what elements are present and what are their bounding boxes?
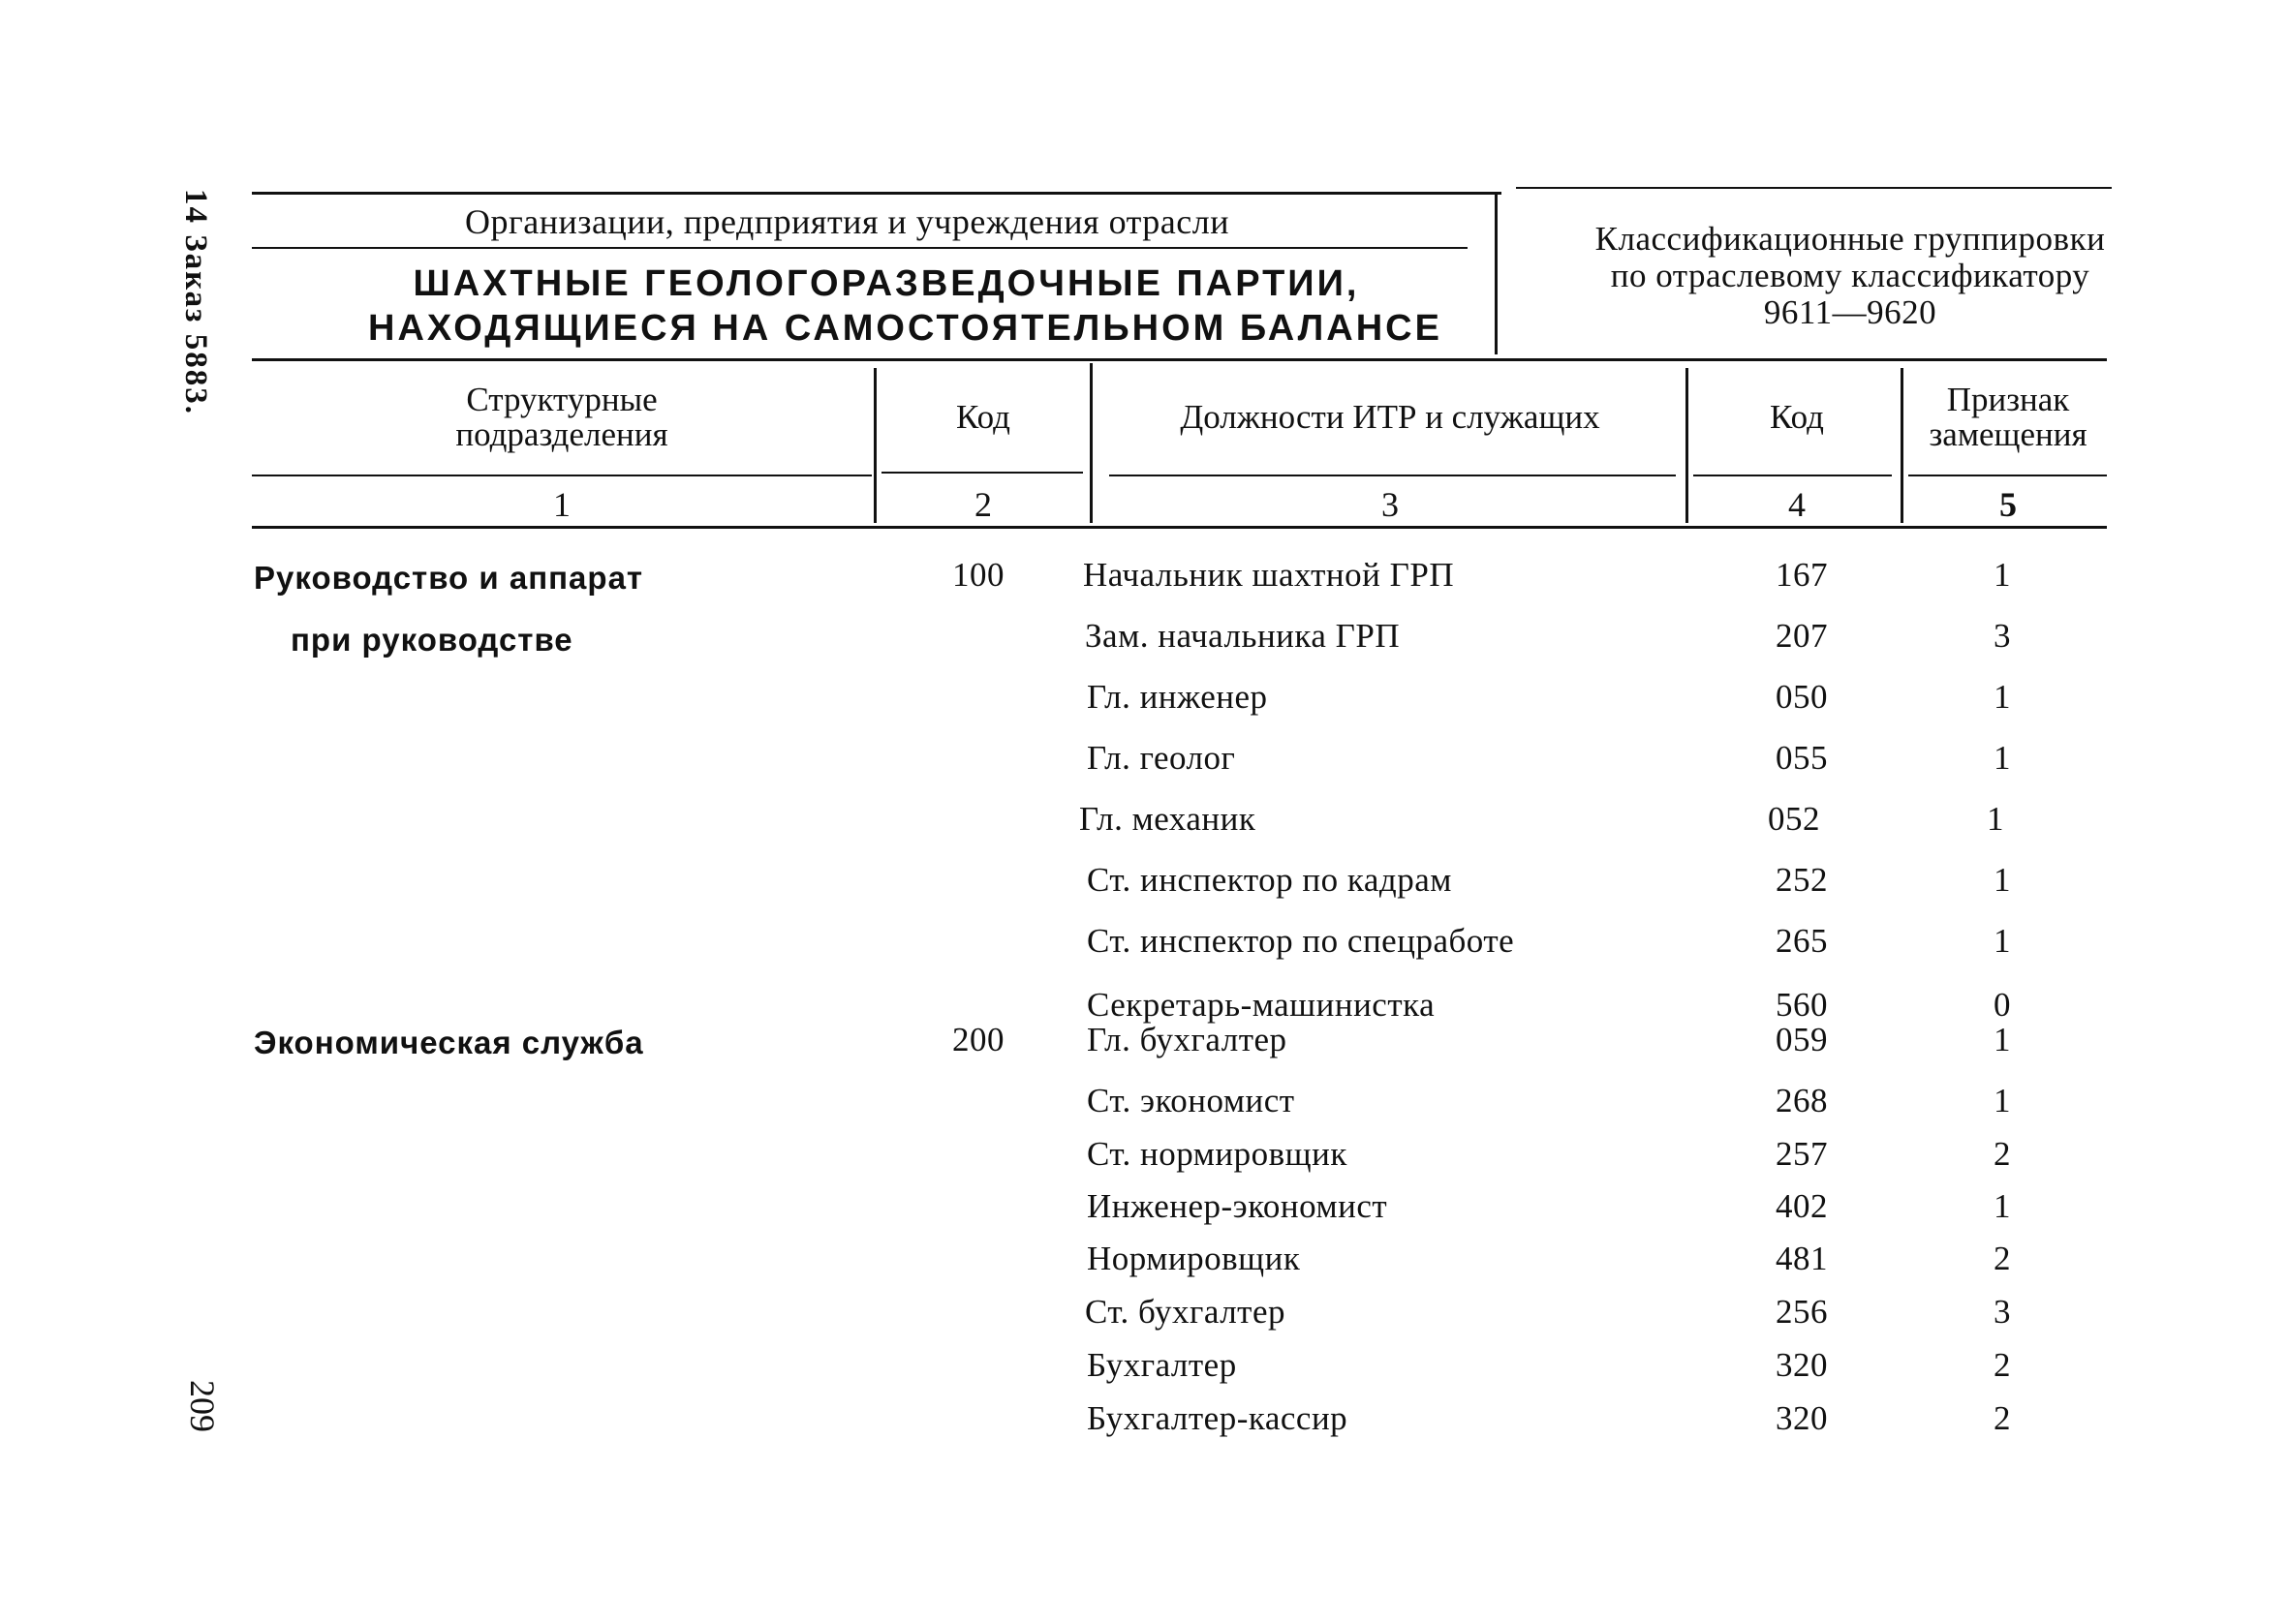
col-heading-replacement-sign bbox=[1906, 383, 2110, 452]
row-code: 265 bbox=[1776, 922, 1828, 960]
row-sign: 1 bbox=[1994, 1082, 2011, 1119]
section-name-management-line-2: при руководстве bbox=[291, 622, 573, 658]
row-position: Секретарь-машинистка bbox=[1087, 986, 1436, 1024]
section-code-management: 100 bbox=[952, 556, 1005, 594]
colhead-rule-3 bbox=[1109, 475, 1676, 476]
row-position: Ст. инспектор по кадрам bbox=[1087, 861, 1452, 899]
row-sign: 3 bbox=[1994, 1293, 2011, 1331]
section-name-economic: Экономическая служба bbox=[254, 1025, 644, 1060]
row-code: 252 bbox=[1776, 861, 1828, 899]
header-bottom-rule bbox=[252, 358, 2107, 361]
row-position: Начальник шахтной ГРП bbox=[1083, 556, 1455, 594]
header-divider bbox=[1495, 192, 1498, 354]
col-heading-5-line-1: Признак bbox=[1946, 381, 2070, 418]
col-number-2: 2 bbox=[974, 485, 992, 524]
row-position: Бухгалтер bbox=[1087, 1346, 1237, 1384]
row-position: Бухгалтер-кассир bbox=[1087, 1399, 1348, 1437]
col-number-5: 5 bbox=[1999, 485, 2017, 524]
row-code: 320 bbox=[1776, 1399, 1828, 1437]
col-divider-4 bbox=[1901, 368, 1903, 523]
row-position: Ст. экономист bbox=[1087, 1082, 1295, 1119]
row-sign: 0 bbox=[1994, 986, 2011, 1024]
row-code: 052 bbox=[1768, 800, 1820, 838]
row-sign: 2 bbox=[1994, 1135, 2011, 1173]
col-heading-1-line-1: Структурные bbox=[466, 381, 658, 418]
row-code: 055 bbox=[1776, 739, 1828, 777]
row-code: 167 bbox=[1776, 556, 1828, 594]
row-sign: 1 bbox=[1994, 739, 2011, 777]
colhead-rule-4 bbox=[1693, 475, 1892, 476]
header-top-rule-right bbox=[1516, 187, 2112, 189]
row-sign: 2 bbox=[1994, 1399, 2011, 1437]
row-position: Гл. механик bbox=[1079, 800, 1256, 838]
row-sign: 2 bbox=[1994, 1346, 2011, 1384]
col-divider-3 bbox=[1685, 368, 1688, 523]
row-position: Нормировщик bbox=[1087, 1240, 1301, 1277]
classifier-line-1: Классификационные группировки bbox=[1594, 220, 2106, 258]
col-number-1: 1 bbox=[553, 485, 571, 524]
row-sign: 3 bbox=[1994, 617, 2011, 655]
row-code: 268 bbox=[1776, 1082, 1828, 1119]
row-position: Ст. нормировщик bbox=[1087, 1135, 1347, 1173]
col-number-4: 4 bbox=[1788, 485, 1806, 524]
row-position: Гл. инженер bbox=[1087, 678, 1268, 716]
row-code: 257 bbox=[1776, 1135, 1828, 1173]
row-sign: 2 bbox=[1994, 1240, 2011, 1277]
col-heading-code-2: Код bbox=[956, 398, 1010, 436]
row-sign: 1 bbox=[1987, 800, 2004, 838]
row-code: 560 bbox=[1776, 986, 1828, 1024]
row-position: Инженер-экономист bbox=[1087, 1187, 1388, 1225]
row-code: 207 bbox=[1776, 617, 1828, 655]
col-heading-5-line-2: замещения bbox=[1929, 415, 2087, 453]
row-position: Гл. бухгалтер bbox=[1087, 1021, 1287, 1058]
row-sign: 1 bbox=[1994, 556, 2011, 594]
classifier-line-3: 9611—9620 bbox=[1763, 293, 1937, 331]
colhead-rule-2 bbox=[881, 472, 1083, 474]
column-numbers-rule bbox=[252, 526, 2107, 529]
row-code: 256 bbox=[1776, 1293, 1828, 1331]
org-caption: Организации, предприятия и учреждения отрасли bbox=[465, 202, 1229, 241]
row-sign: 1 bbox=[1994, 1021, 2011, 1058]
col-heading-code-4: Код bbox=[1770, 398, 1824, 436]
row-sign: 1 bbox=[1994, 678, 2011, 716]
col-heading-structural-units bbox=[262, 383, 862, 452]
row-position: Гл. геолог bbox=[1087, 739, 1236, 777]
page-number: 209 bbox=[183, 1380, 222, 1432]
col-heading-positions: Должности ИТР и служащих bbox=[1180, 398, 1600, 436]
colhead-rule-1 bbox=[252, 475, 872, 476]
row-position: Ст. бухгалтер bbox=[1085, 1293, 1286, 1331]
row-code: 481 bbox=[1776, 1240, 1828, 1277]
header-top-rule-left bbox=[252, 192, 1501, 195]
order-note: 14 Заказ 5883. bbox=[178, 189, 213, 415]
org-caption-rule bbox=[252, 247, 1468, 249]
col-divider-2 bbox=[1090, 363, 1093, 523]
row-code: 402 bbox=[1776, 1187, 1828, 1225]
section-name-management-line-1: Руководство и аппарат bbox=[254, 560, 644, 596]
page-title bbox=[368, 261, 1442, 351]
row-sign: 1 bbox=[1994, 922, 2011, 960]
section-code-economic: 200 bbox=[952, 1021, 1005, 1058]
colhead-rule-5 bbox=[1908, 475, 2107, 476]
col-divider-1 bbox=[874, 368, 877, 523]
row-code: 050 bbox=[1776, 678, 1828, 716]
col-number-3: 3 bbox=[1381, 485, 1399, 524]
title-line-2: НАХОДЯЩИЕСЯ НА САМОСТОЯТЕЛЬНОМ БАЛАНСЕ bbox=[368, 308, 1442, 349]
row-sign: 1 bbox=[1994, 1187, 2011, 1225]
classifier-line-2: по отраслевому классификатору bbox=[1610, 257, 2090, 294]
row-code: 059 bbox=[1776, 1021, 1828, 1058]
classifier-box bbox=[1530, 221, 2170, 331]
title-line-1: ШАХТНЫЕ ГЕОЛОГОРАЗВЕДОЧНЫЕ ПАРТИИ, bbox=[413, 263, 1360, 304]
row-position: Зам. начальника ГРП bbox=[1085, 617, 1401, 655]
col-heading-1-line-2: подразделения bbox=[455, 415, 668, 453]
row-code: 320 bbox=[1776, 1346, 1828, 1384]
row-position: Ст. инспектор по спецработе bbox=[1087, 922, 1515, 960]
row-sign: 1 bbox=[1994, 861, 2011, 899]
